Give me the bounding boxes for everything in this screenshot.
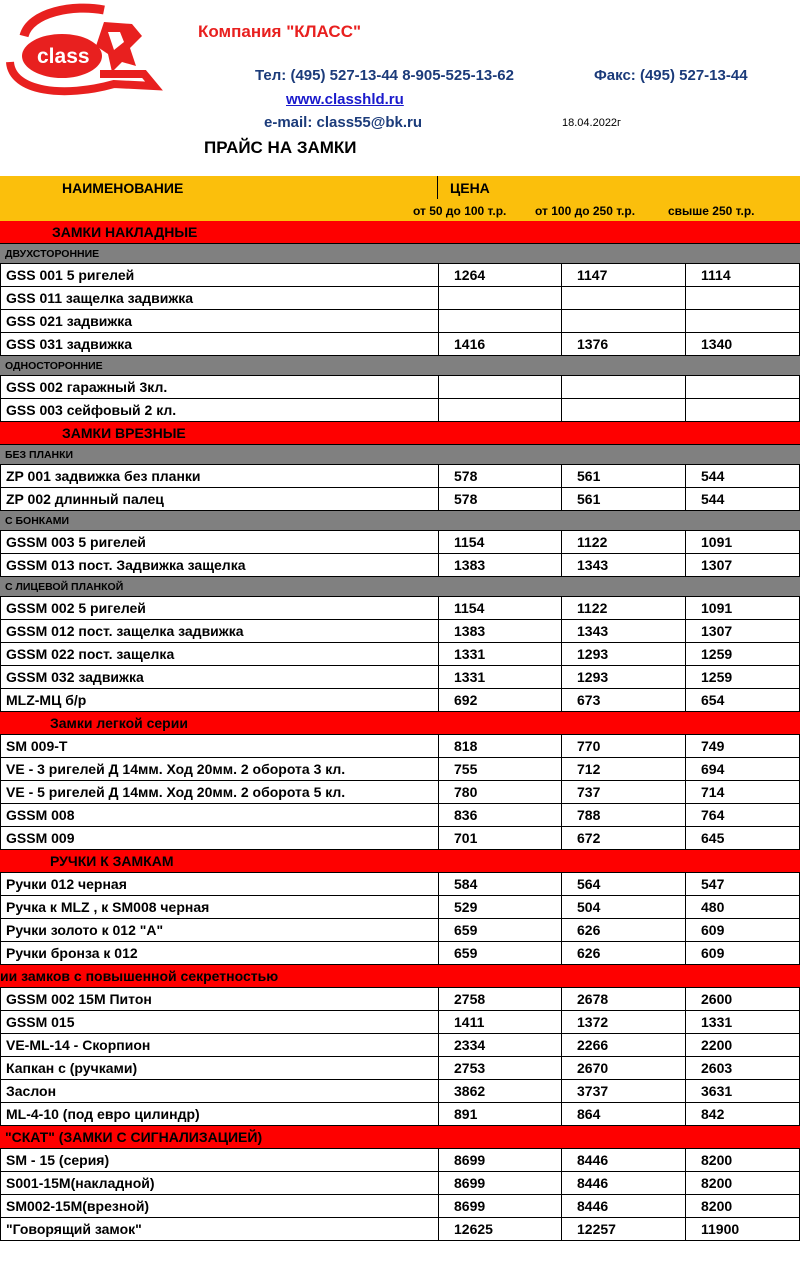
price-tier-1: 1154 (438, 531, 561, 553)
price-tier-1: 8699 (438, 1172, 561, 1194)
price-tier-3: 609 (685, 942, 800, 964)
table-row (0, 689, 800, 712)
item-name: GSS 011 защелка задвижка (0, 287, 438, 309)
price-tier-3: 654 (685, 689, 800, 711)
item-name: ZP 002 длинный палец (0, 488, 438, 510)
price-tier-2: 1376 (561, 333, 685, 355)
column-header-tier-2: от 100 до 250 т.р. (535, 204, 636, 218)
item-name: VE-ML-14 - Скорпион (0, 1034, 438, 1056)
price-tier-2: 788 (561, 804, 685, 826)
price-tier-3: 3631 (685, 1080, 800, 1102)
table-row (0, 531, 800, 554)
table-row (0, 1149, 800, 1172)
email-link[interactable]: e-mail: class55@bk.ru (264, 114, 423, 131)
price-tier-1: 1411 (438, 1011, 561, 1033)
item-name: MLZ-МЦ б/р (0, 689, 438, 711)
table-row (0, 597, 800, 620)
price-tier-3: 8200 (685, 1149, 800, 1171)
price-tier-3: 645 (685, 827, 800, 849)
price-tier-2 (561, 310, 685, 332)
table-row (0, 1034, 800, 1057)
category-row (0, 1126, 800, 1149)
price-tier-3: 8200 (685, 1195, 800, 1217)
item-name: GSS 003 сейфовый 2 кл. (0, 399, 438, 421)
column-header-name: НАИМЕНОВАНИЕ (62, 180, 184, 196)
price-tier-2: 1293 (561, 666, 685, 688)
table-row (0, 919, 800, 942)
item-name: GSSM 002 5 ригелей (0, 597, 438, 619)
item-name: GSSM 008 (0, 804, 438, 826)
item-name: GSS 031 задвижка (0, 333, 438, 355)
item-name: SM - 15 (серия) (0, 1149, 438, 1171)
price-tier-2: 564 (561, 873, 685, 895)
item-name: GSS 021 задвижка (0, 310, 438, 332)
price-tier-2: 1122 (561, 531, 685, 553)
price-tier-3: 1259 (685, 643, 800, 665)
table-row (0, 465, 800, 488)
price-tier-1: 755 (438, 758, 561, 780)
price-tier-3: 1091 (685, 531, 800, 553)
price-tier-2: 672 (561, 827, 685, 849)
category-title: Замки легкой серии (50, 715, 188, 731)
item-name: ZP 001 задвижка без планки (0, 465, 438, 487)
item-name: Ручка к MLZ , к SM008 черная (0, 896, 438, 918)
table-row (0, 376, 800, 399)
price-table (0, 176, 800, 1241)
price-tier-3: 547 (685, 873, 800, 895)
category-title: ии замков с повышенной секретностью (0, 968, 279, 984)
price-tier-1 (438, 399, 561, 421)
table-row (0, 666, 800, 689)
price-tier-3 (685, 376, 800, 398)
price-tier-1: 659 (438, 942, 561, 964)
logo-text: class (37, 45, 90, 68)
price-tier-1: 1416 (438, 333, 561, 355)
price-tier-3: 1259 (685, 666, 800, 688)
price-tier-2: 712 (561, 758, 685, 780)
item-name: Капкан с (ручками) (0, 1057, 438, 1079)
price-tier-2: 561 (561, 465, 685, 487)
price-tier-3: 1340 (685, 333, 800, 355)
fax-text: Факс: (495) 527-13-44 (594, 67, 748, 84)
item-name: GSSM 022 пост. защелка (0, 643, 438, 665)
table-row (0, 896, 800, 919)
price-tier-2: 561 (561, 488, 685, 510)
price-tier-2: 626 (561, 942, 685, 964)
price-tier-3: 544 (685, 465, 800, 487)
price-tier-3: 544 (685, 488, 800, 510)
price-tier-1: 8699 (438, 1149, 561, 1171)
price-tier-1: 1331 (438, 643, 561, 665)
item-name: GSSM 015 (0, 1011, 438, 1033)
price-tier-1: 780 (438, 781, 561, 803)
column-header-tier-1: от 50 до 100 т.р. (413, 204, 507, 218)
table-row (0, 873, 800, 896)
company-logo (4, 2, 164, 100)
table-row (0, 1103, 800, 1126)
price-tier-2 (561, 399, 685, 421)
price-tier-3: 749 (685, 735, 800, 757)
item-name: GSSM 013 пост. Задвижка защелка (0, 554, 438, 576)
item-name: VE - 3 ригелей Д 14мм. Ход 20мм. 2 оборота 3 кл. (0, 758, 438, 780)
company-name: Компания "КЛАСС" (198, 22, 362, 41)
price-tier-3: 1307 (685, 620, 800, 642)
table-row (0, 488, 800, 511)
item-name: ML-4-10 (под евро цилиндр) (0, 1103, 438, 1125)
column-header-price: ЦЕНА (450, 180, 490, 196)
subcategory-title: С ЛИЦЕВОЙ ПЛАНКОЙ (5, 581, 124, 593)
price-tier-2: 1343 (561, 554, 685, 576)
price-tier-1: 818 (438, 735, 561, 757)
price-tier-2: 3737 (561, 1080, 685, 1102)
price-tier-2 (561, 287, 685, 309)
price-tier-3: 694 (685, 758, 800, 780)
price-tier-1: 1264 (438, 264, 561, 286)
price-tier-3: 11900 (685, 1218, 800, 1240)
phone-text: Тел: (495) 527-13-44 8-905-525-13-62 (255, 67, 514, 84)
table-row (0, 1172, 800, 1195)
price-tier-2: 8446 (561, 1149, 685, 1171)
price-tier-1: 578 (438, 465, 561, 487)
table-row (0, 942, 800, 965)
price-tier-1: 578 (438, 488, 561, 510)
price-tier-2: 673 (561, 689, 685, 711)
price-tier-1: 701 (438, 827, 561, 849)
table-row (0, 1057, 800, 1080)
category-row (0, 422, 800, 445)
price-tier-3: 2200 (685, 1034, 800, 1056)
price-tier-1 (438, 376, 561, 398)
table-row (0, 333, 800, 356)
table-subheader-row (0, 199, 800, 221)
price-tier-3: 1114 (685, 264, 800, 286)
subcategory-title: С БОНКАМИ (5, 515, 70, 527)
table-row (0, 827, 800, 850)
item-name: GSSM 012 пост. защелка задвижка (0, 620, 438, 642)
subcategory-row (0, 445, 800, 465)
table-row (0, 1195, 800, 1218)
price-tier-2: 12257 (561, 1218, 685, 1240)
category-row (0, 850, 800, 873)
subcategory-row (0, 244, 800, 264)
price-tier-3: 1331 (685, 1011, 800, 1033)
table-row (0, 264, 800, 287)
price-tier-2: 8446 (561, 1195, 685, 1217)
table-row (0, 735, 800, 758)
price-tier-2: 1122 (561, 597, 685, 619)
item-name: GSS 001 5 ригелей (0, 264, 438, 286)
category-row (0, 221, 800, 244)
price-tier-2: 1147 (561, 264, 685, 286)
price-tier-1: 2753 (438, 1057, 561, 1079)
price-tier-1: 836 (438, 804, 561, 826)
price-tier-3: 1307 (685, 554, 800, 576)
table-row (0, 804, 800, 827)
column-header-tier-3: свыше 250 т.р. (668, 204, 755, 218)
price-tier-1: 659 (438, 919, 561, 941)
category-row (0, 965, 800, 988)
price-tier-2: 864 (561, 1103, 685, 1125)
item-name: Ручки золото к 012 "А" (0, 919, 438, 941)
item-name: Заслон (0, 1080, 438, 1102)
price-tier-3: 480 (685, 896, 800, 918)
price-tier-3 (685, 399, 800, 421)
item-name: VE - 5 ригелей Д 14мм. Ход 20мм. 2 оборота 5 кл. (0, 781, 438, 803)
page-title: ПРАЙС НА ЗАМКИ (204, 138, 357, 157)
subcategory-row (0, 511, 800, 531)
price-tier-2: 8446 (561, 1172, 685, 1194)
price-tier-1: 8699 (438, 1195, 561, 1217)
price-tier-1: 1154 (438, 597, 561, 619)
price-tier-1 (438, 287, 561, 309)
price-tier-2: 737 (561, 781, 685, 803)
price-tier-1: 1383 (438, 620, 561, 642)
item-name: Ручки бронза к 012 (0, 942, 438, 964)
category-title: РУЧКИ К ЗАМКАМ (50, 853, 174, 869)
table-row (0, 758, 800, 781)
subcategory-title: БЕЗ ПЛАНКИ (5, 449, 74, 461)
table-row (0, 988, 800, 1011)
price-tier-3: 714 (685, 781, 800, 803)
price-tier-1: 2334 (438, 1034, 561, 1056)
subcategory-row (0, 356, 800, 376)
table-row (0, 554, 800, 577)
item-name: GSSM 003 5 ригелей (0, 531, 438, 553)
table-row (0, 1011, 800, 1034)
item-name: SM 009-Т (0, 735, 438, 757)
price-tier-3: 1091 (685, 597, 800, 619)
price-tier-3 (685, 287, 800, 309)
price-tier-2: 2266 (561, 1034, 685, 1056)
price-tier-1: 529 (438, 896, 561, 918)
price-tier-2: 626 (561, 919, 685, 941)
price-tier-2: 1343 (561, 620, 685, 642)
table-row (0, 287, 800, 310)
price-tier-1: 12625 (438, 1218, 561, 1240)
header-divider (437, 176, 438, 199)
price-tier-2: 770 (561, 735, 685, 757)
price-tier-2: 2678 (561, 988, 685, 1010)
table-row (0, 310, 800, 333)
subcategory-title: ДВУХСТОРОННИЕ (5, 248, 100, 260)
item-name: GSSM 002 15M Питон (0, 988, 438, 1010)
table-row (0, 399, 800, 422)
price-tier-2: 1293 (561, 643, 685, 665)
category-title: ЗАМКИ НАКЛАДНЫЕ (52, 224, 198, 240)
item-name: S001-15М(накладной) (0, 1172, 438, 1194)
item-name: Ручки 012 черная (0, 873, 438, 895)
category-title: "СКАТ" (ЗАМКИ С СИГНАЛИЗАЦИЕЙ) (5, 1129, 263, 1145)
item-name: GSS 002 гаражный 3кл. (0, 376, 438, 398)
price-tier-3: 8200 (685, 1172, 800, 1194)
document-header (0, 0, 800, 176)
item-name: GSSM 009 (0, 827, 438, 849)
subcategory-row (0, 577, 800, 597)
price-tier-1: 1383 (438, 554, 561, 576)
table-row (0, 1218, 800, 1241)
price-tier-1: 692 (438, 689, 561, 711)
price-tier-1: 891 (438, 1103, 561, 1125)
table-row (0, 620, 800, 643)
price-tier-1: 2758 (438, 988, 561, 1010)
table-row (0, 643, 800, 666)
price-tier-3 (685, 310, 800, 332)
price-date: 18.04.2022г (562, 117, 622, 129)
price-tier-2: 2670 (561, 1057, 685, 1079)
subcategory-title: ОДНОСТОРОННИЕ (5, 360, 103, 372)
price-tier-1: 1331 (438, 666, 561, 688)
price-tier-3: 2603 (685, 1057, 800, 1079)
table-row (0, 781, 800, 804)
price-tier-3: 2600 (685, 988, 800, 1010)
price-tier-3: 842 (685, 1103, 800, 1125)
item-name: "Говорящий замок" (0, 1218, 438, 1240)
item-name: GSSM 032 задвижка (0, 666, 438, 688)
category-row (0, 712, 800, 735)
price-tier-1: 3862 (438, 1080, 561, 1102)
table-header-row (0, 176, 800, 199)
category-title: ЗАМКИ ВРЕЗНЫЕ (62, 425, 186, 441)
table-row (0, 1080, 800, 1103)
website-link[interactable]: www.classhld.ru (286, 91, 404, 108)
price-tier-3: 609 (685, 919, 800, 941)
item-name: SM002-15М(врезной) (0, 1195, 438, 1217)
price-tier-1: 584 (438, 873, 561, 895)
price-tier-1 (438, 310, 561, 332)
price-tier-2 (561, 376, 685, 398)
price-tier-3: 764 (685, 804, 800, 826)
price-tier-2: 1372 (561, 1011, 685, 1033)
price-tier-2: 504 (561, 896, 685, 918)
